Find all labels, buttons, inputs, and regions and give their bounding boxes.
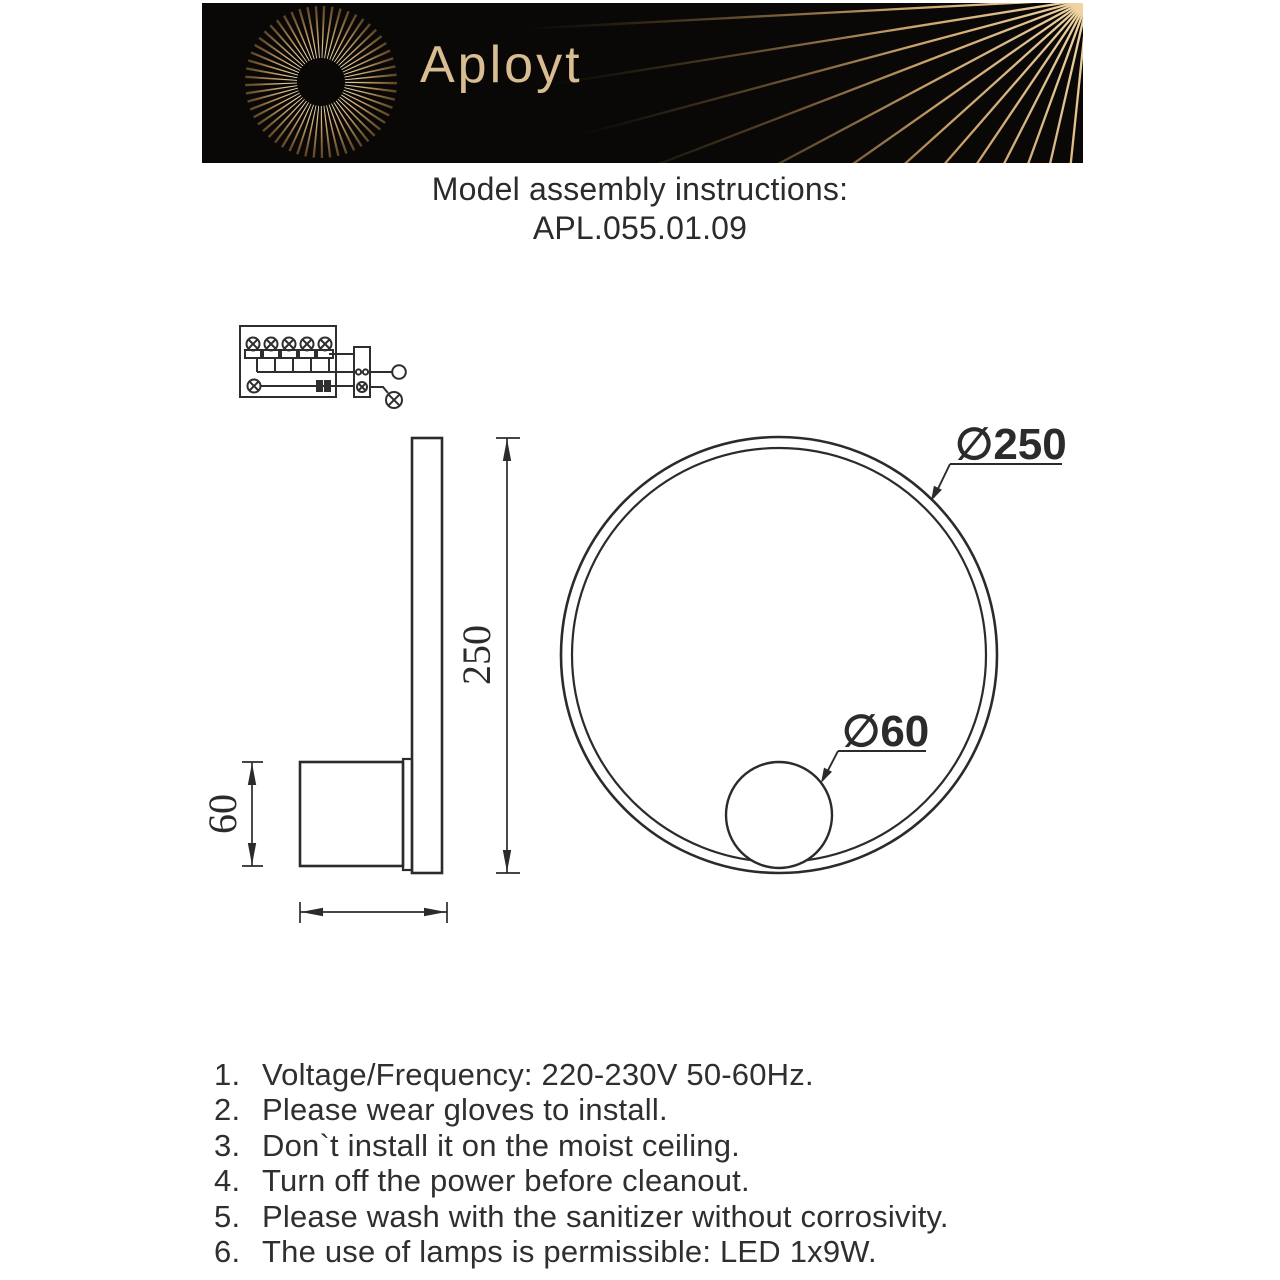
wiring-diagram bbox=[240, 326, 406, 408]
connector-circle bbox=[392, 365, 406, 379]
item-text: The use of lamps is permissible: LED 1x9W. bbox=[262, 1234, 877, 1270]
terminal-block bbox=[354, 347, 370, 397]
instructions-list bbox=[214, 1057, 949, 1269]
lamp-symbols bbox=[245, 338, 333, 373]
item-text: Turn off the power before cleanout. bbox=[262, 1163, 750, 1199]
ring-diameter-label: ∅250 bbox=[955, 420, 1067, 469]
ring-profile-bar bbox=[412, 438, 442, 873]
base-height-dimension-label: 60 bbox=[200, 794, 245, 834]
item-text: Please wash with the sanitizer without corrosivity. bbox=[262, 1198, 949, 1234]
list-item bbox=[214, 1163, 949, 1198]
dimension-base-depth bbox=[300, 902, 447, 923]
front-view bbox=[561, 420, 1067, 873]
callout-ring-diameter bbox=[931, 464, 1062, 501]
ball-diameter-label: ∅60 bbox=[842, 707, 930, 756]
item-number: 4. bbox=[214, 1163, 241, 1199]
item-text: Please wear gloves to install. bbox=[262, 1092, 668, 1128]
item-text: Voltage/Frequency: 220-230V 50-60Hz. bbox=[262, 1057, 814, 1092]
height-dimension-label: 250 bbox=[454, 625, 499, 685]
list-item bbox=[214, 1199, 949, 1234]
model-number: APL.055.01.09 bbox=[532, 210, 748, 246]
list-item bbox=[214, 1128, 949, 1163]
item-number: 5. bbox=[214, 1198, 241, 1234]
wall-mount-box bbox=[300, 762, 403, 866]
ball-element bbox=[726, 762, 832, 868]
item-text: Don`t install it on the moist ceiling. bbox=[262, 1127, 740, 1163]
dimension-base-height bbox=[242, 762, 263, 866]
brand-logotype: Aployt bbox=[420, 36, 583, 94]
list-item bbox=[214, 1234, 949, 1269]
item-number: 2. bbox=[214, 1092, 241, 1128]
dimension-height bbox=[496, 438, 520, 873]
mount-plate bbox=[403, 759, 412, 870]
list-item bbox=[214, 1057, 949, 1092]
side-view bbox=[200, 438, 520, 923]
list-item bbox=[214, 1092, 949, 1127]
item-number: 6. bbox=[214, 1234, 241, 1270]
item-number: 3. bbox=[214, 1127, 241, 1163]
item-number: 1. bbox=[214, 1057, 241, 1092]
page-title: Model assembly instructions: bbox=[431, 171, 849, 207]
